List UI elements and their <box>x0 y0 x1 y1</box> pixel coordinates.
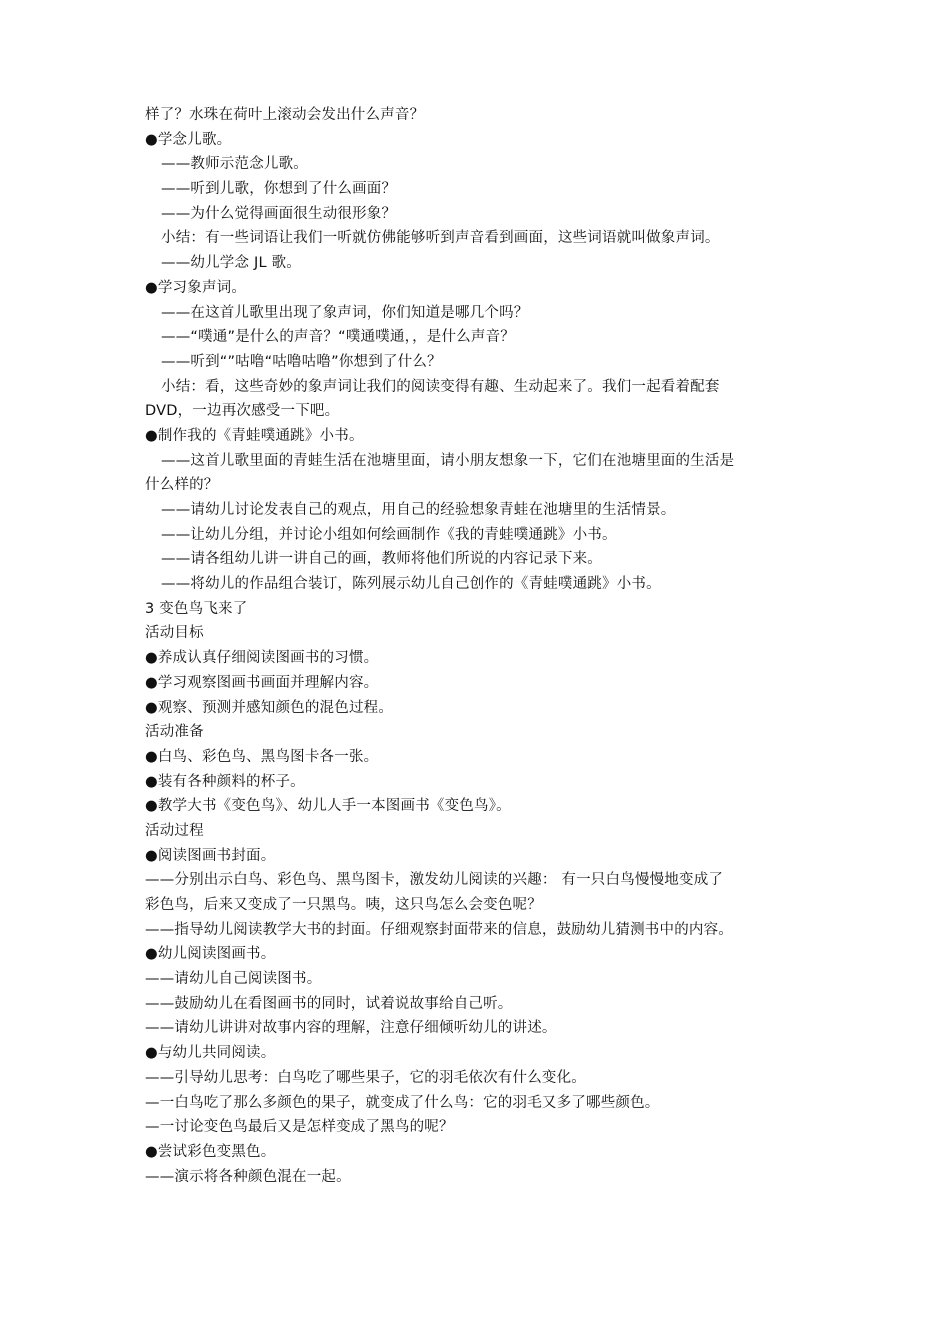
text-line: ●装有各种颜料的杯子。 <box>145 773 305 790</box>
text-line: ●制作我的《青蛙噗通跳》小书。 <box>145 427 364 444</box>
text-line: ——请幼儿自己阅读图书。 <box>145 971 322 988</box>
text-line: ●观察、预测并感知颜色的混色过程。 <box>145 699 394 716</box>
text-line: ——“噗通”是什么的声音？“噗通噗通，，是什么声音？ <box>161 329 515 346</box>
text-line: ——演示将各种颜色混在一起。 <box>145 1168 351 1185</box>
text-line: ——请幼儿讲讲对故事内容的理解，注意仔细倾听幼儿的讲述。 <box>145 1020 557 1037</box>
text-line: 活动目标 <box>145 625 204 642</box>
text-line: ●教学大书《变色鸟》、幼儿人手一本图画书《变色鸟》。 <box>145 798 511 815</box>
text-line: ——请各组幼儿讲一讲自己的画，教师将他们所说的内容记录下来。 <box>161 551 602 568</box>
text-line: ●阅读图画书封面。 <box>145 847 276 864</box>
text-line: ——引导幼儿思考：白鸟吃了哪些果子，它的羽毛依次有什么变化。 <box>145 1069 586 1086</box>
text-line: ——听到儿歌，你想到了什么画面？ <box>161 181 397 198</box>
text-line: ——分别出示白鸟、彩色鸟、黑鸟图卡，激发幼儿阅读的兴趣： 有一只白鸟慢慢地变成了 <box>145 872 724 889</box>
text-line: ——在这首儿歌里出现了象声词，你们知道是哪几个吗？ <box>161 304 529 321</box>
text-line: 小结：看，这些奇妙的象声词让我们的阅读变得有趣、生动起来了。我们一起看着配套 <box>161 378 720 395</box>
text-line: ●学习象声词。 <box>145 279 247 296</box>
text-line: —一白鸟吃了那么多颜色的果子，就变成了什么鸟：它的羽毛又多了哪些颜色。 <box>145 1094 660 1111</box>
text-line: ——鼓励幼儿在看图画书的同时，试着说故事给自己听。 <box>145 995 513 1012</box>
text-line: ——教师示范念儿歌。 <box>161 156 308 173</box>
text-line: ●养成认真仔细阅读图画书的习惯。 <box>145 650 379 667</box>
text-line: ●学念儿歌。 <box>145 131 232 148</box>
text-line: —一讨论变色鸟最后又是怎样变成了黑鸟的呢？ <box>145 1119 454 1136</box>
text-line: 什么样的？ <box>145 477 219 494</box>
document-body <box>145 103 815 1189</box>
text-line: ●幼儿阅读图画书。 <box>145 946 276 963</box>
text-line: DVD，一边再次感受一下吧。 <box>145 403 340 420</box>
text-line: ——请幼儿讨论发表自己的观点，用自己的经验想象青蛙在池塘里的生活情景。 <box>161 502 676 518</box>
text-line: 3 变色鸟飞来了 <box>145 600 248 617</box>
text-line: ——为什么觉得画面很生动很形象？ <box>161 205 397 222</box>
text-line: ●尝试彩色变黑色。 <box>145 1143 276 1160</box>
text-line: ——这首儿歌里面的青蛙生活在池塘里面，请小朋友想象一下，它们在池塘里面的生活是 <box>161 452 735 469</box>
text-line: ●学习观察图画书画面并理解内容。 <box>145 674 379 691</box>
text-line: ——将幼儿的作品组合装订，陈列展示幼儿自己创作的《青蛙噗通跳》小书。 <box>161 576 661 593</box>
text-line: 活动准备 <box>145 724 204 741</box>
text-line: ●与幼儿共同阅读。 <box>145 1045 276 1062</box>
text-line: ——幼儿学念 JL 歌。 <box>161 255 301 272</box>
text-line: 样了？水珠在荷叶上滚动会发出什么声音？ <box>145 107 425 123</box>
text-line: ●白鸟、彩色鸟、黑鸟图卡各一张。 <box>145 748 379 765</box>
text-line: ——指导幼儿阅读教学大书的封面。仔细观察封面带来的信息，鼓励幼儿猜测书中的内容。 <box>145 921 733 938</box>
text-line: ——听到“”咕噜“咕噜咕噜”你想到了什么？ <box>161 353 442 370</box>
text-line: 彩色鸟，后来又变成了一只黑鸟。咦，这只鸟怎么会变色呢？ <box>145 897 542 913</box>
text-line: 小结：有一些词语让我们一听就仿佛能够听到声音看到画面，这些词语就叫做象声词。 <box>161 230 720 247</box>
text-line: 活动过程 <box>145 822 204 839</box>
text-line: ——让幼儿分组，并讨论小组如何绘画制作《我的青蛙噗通跳》小书。 <box>161 526 617 543</box>
